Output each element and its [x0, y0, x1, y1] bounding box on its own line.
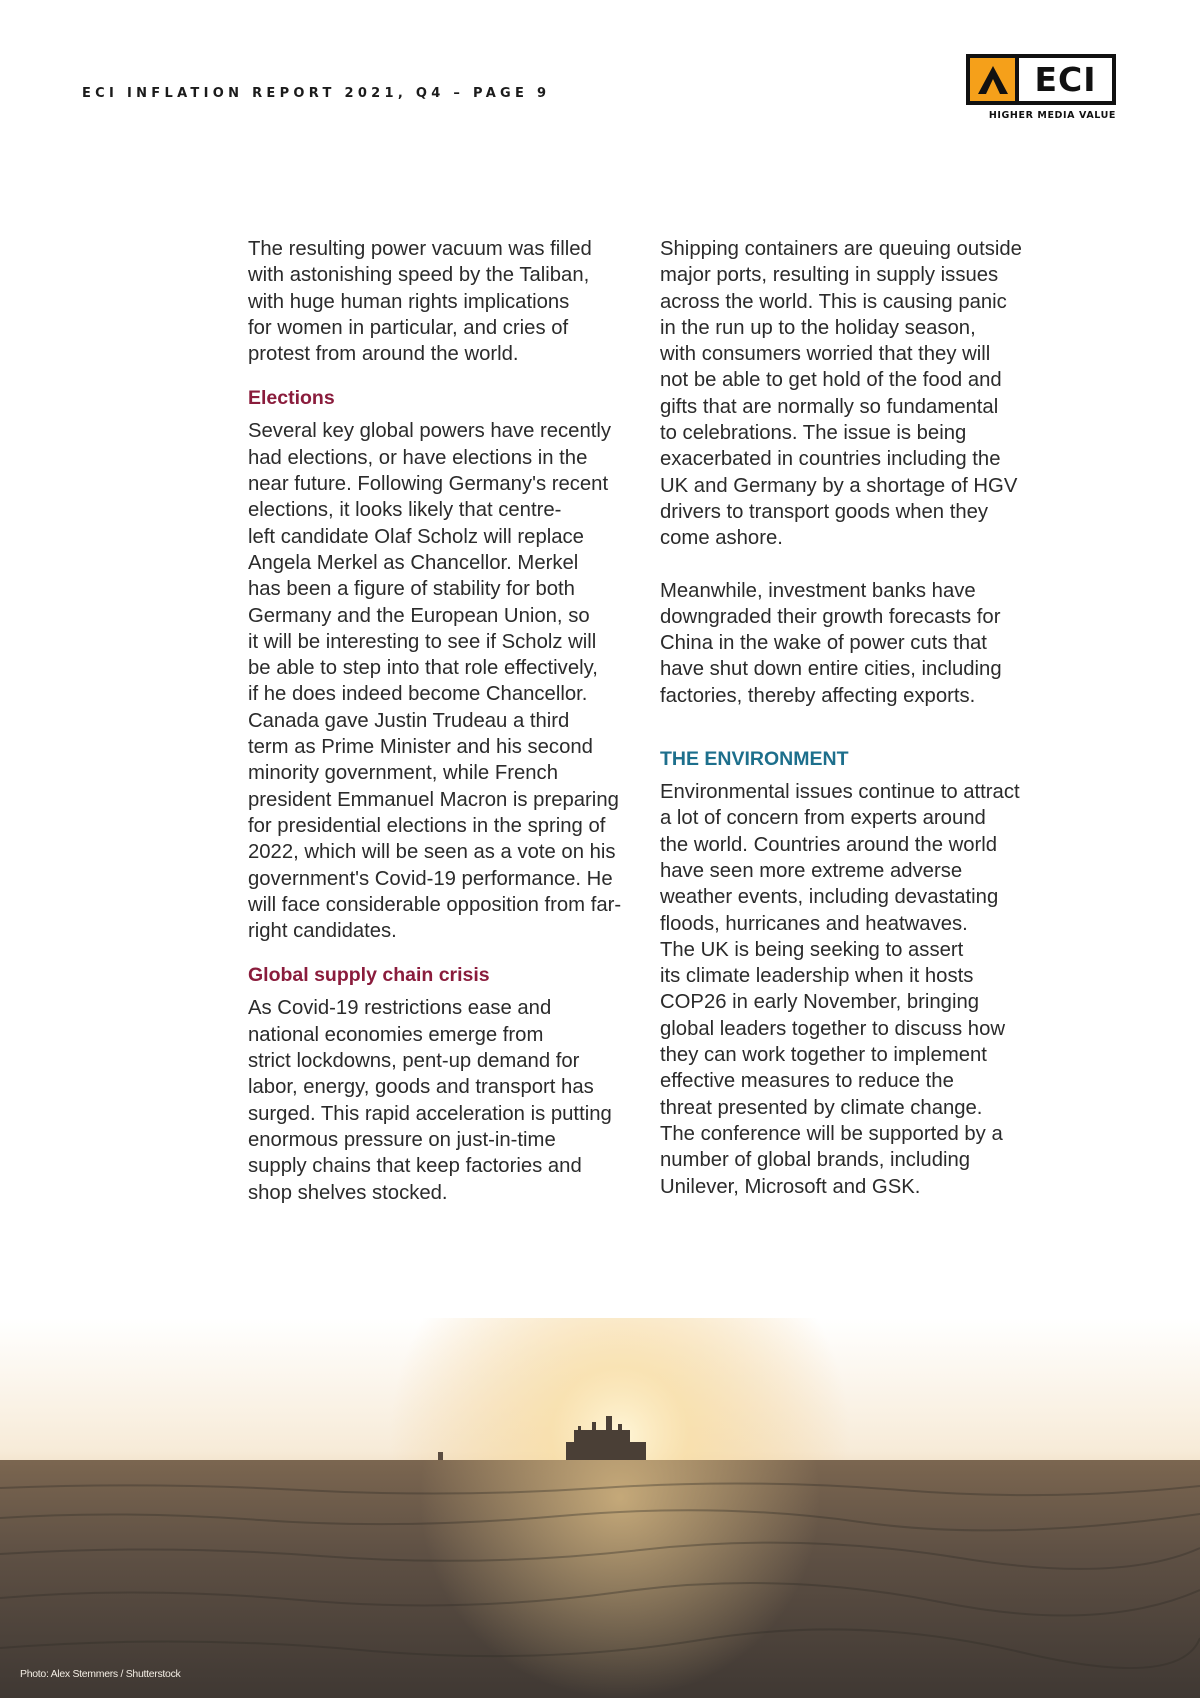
text-line: has been a figure of stability for both [248, 578, 575, 601]
text-line: exacerbated in countries including the [660, 448, 1001, 471]
text-line: effective measures to reduce the [660, 1070, 954, 1093]
text-line: president Emmanuel Macron is preparing [248, 788, 619, 811]
text-line: for women in particular, and cries of [248, 316, 569, 339]
text-line: The conference will be supported by a [660, 1122, 1003, 1145]
text-line: The resulting power vacuum was filled [248, 238, 592, 260]
text-line: The UK is being seeking to assert [660, 938, 964, 961]
text-line: if he does indeed become Chancellor. [248, 683, 588, 706]
environment-heading: THE ENVIRONMENT [660, 748, 849, 771]
text-line: COP26 in early November, bringing [660, 991, 980, 1014]
text-line: Environmental issues continue to attract [660, 781, 1020, 804]
elections-paragraph [248, 418, 648, 944]
logo-text: ECI [1034, 60, 1097, 99]
sea-sunset-photo [0, 1318, 1200, 1698]
text-line: number of global brands, including [660, 1149, 971, 1172]
text-line: weather events, including devastating [660, 886, 999, 909]
right-column [660, 236, 1060, 1200]
logo-box [966, 54, 1116, 105]
eci-logo [966, 54, 1116, 126]
text-line: government's Covid-19 performance. He [248, 867, 613, 890]
text-line: Unilever, Microsoft and GSK. [660, 1175, 921, 1198]
text-line: UK and Germany by a shortage of HGV [660, 474, 1018, 497]
text-line: As Covid-19 restrictions ease and [248, 997, 552, 1020]
text-line: for presidential elections in the spring of [248, 814, 606, 837]
left-column [248, 236, 648, 1206]
text-line: Meanwhile, investment banks have [660, 579, 976, 602]
text-line: they can work together to implement [660, 1044, 987, 1067]
text-line: national economies emerge from [248, 1023, 544, 1046]
text-line: left candidate Olaf Scholz will replace [248, 525, 584, 548]
text-line: protest from around the world. [248, 343, 519, 366]
shipping-paragraph [660, 236, 1060, 552]
text-line: it will be interesting to see if Scholz will [248, 630, 597, 653]
text-line: surged. This rapid acceleration is putting [248, 1102, 612, 1125]
supply-chain-paragraph [248, 995, 648, 1205]
text-line: shop shelves stocked. [248, 1181, 448, 1204]
text-line: major ports, resulting in supply issues [660, 264, 999, 287]
text-line: with consumers worried that they will [660, 343, 991, 366]
text-line: global leaders together to discuss how [660, 1017, 1005, 1040]
text-line: gifts that are normally so fundamental [660, 395, 999, 418]
photo-credit: Photo: Alex Stemmers / Shutterstock [20, 1668, 181, 1680]
text-line: China in the wake of power cuts that [660, 632, 987, 655]
text-line: a lot of concern from experts around [660, 807, 986, 830]
text-line: across the world. This is causing panic [660, 290, 1007, 313]
text-line: in the run up to the holiday season, [660, 316, 976, 339]
text-line: elections, it looks likely that centre- [248, 499, 562, 522]
supply-chain-heading: Global supply chain crisis [248, 964, 490, 987]
logo-tagline: HIGHER MEDIA VALUE [988, 110, 1116, 121]
text-line: near future. Following Germany's recent [248, 473, 609, 496]
text-line: will face considerable opposition from far- [248, 893, 622, 916]
text-line: to celebrations. The issue is being [660, 422, 967, 445]
text-line: Germany and the European Union, so [248, 604, 590, 627]
running-header: ECI INFLATION REPORT 2021, Q4 – PAGE 9 [82, 86, 551, 101]
text-line: its climate leadership when it hosts [660, 965, 974, 988]
text-line: be able to step into that role effectively, [248, 657, 598, 680]
text-line: downgraded their growth forecasts for [660, 605, 1001, 628]
text-line: had elections, or have elections in the [248, 446, 588, 469]
a-triangle-logo-icon [970, 58, 1019, 101]
text-line: Angela Merkel as Chancellor. Merkel [248, 551, 579, 574]
text-line: right candidates. [248, 920, 397, 943]
text-line: Canada gave Justin Trudeau a third [248, 709, 570, 732]
text-line: with huge human rights implications [248, 290, 570, 313]
text-line: supply chains that keep factories and [248, 1155, 582, 1178]
text-line: Several key global powers have recently [248, 420, 612, 443]
environment-paragraph [660, 779, 1060, 1200]
text-line: threat presented by climate change. [660, 1096, 983, 1119]
text-line: the world. Countries around the world [660, 833, 998, 856]
text-line: floods, hurricanes and heatwaves. [660, 912, 968, 935]
text-line: factories, thereby affecting exports. [660, 684, 976, 707]
text-line: with astonishing speed by the Taliban, [248, 264, 590, 287]
text-line: drivers to transport goods when they [660, 500, 989, 523]
text-line: have seen more extreme adverse [660, 859, 963, 882]
intro-paragraph [248, 236, 648, 367]
text-line: come ashore. [660, 527, 783, 550]
text-line: Shipping containers are queuing outside [660, 238, 1022, 260]
text-line: labor, energy, goods and transport has [248, 1076, 594, 1099]
text-line: term as Prime Minister and his second [248, 736, 593, 759]
text-line: not be able to get hold of the food and [660, 369, 1002, 392]
china-paragraph [660, 578, 1060, 709]
text-line: have shut down entire cities, including [660, 658, 1002, 681]
elections-heading: Elections [248, 387, 335, 410]
text-line: enormous pressure on just-in-time [248, 1128, 556, 1151]
text-line: minority government, while French [248, 762, 558, 785]
text-line: strict lockdowns, pent-up demand for [248, 1050, 580, 1073]
text-line: 2022, which will be seen as a vote on his [248, 841, 616, 864]
